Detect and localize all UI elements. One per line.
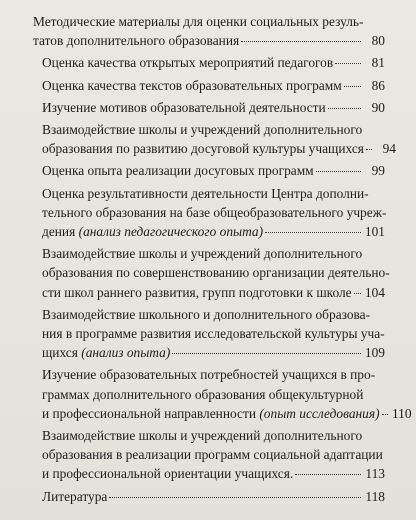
toc-entry-title-text: Оценка опыта реализации досуговых программ [42, 163, 314, 179]
toc-entry-title-text: и профессиональной направленности [42, 405, 260, 421]
toc-entry [33, 161, 385, 180]
toc-entry-title [42, 464, 293, 483]
toc-entry [33, 365, 412, 423]
toc-entry [33, 305, 385, 363]
toc-entry-last-line [42, 76, 385, 95]
toc-entry-note: (анализ педагогического опыта) [78, 224, 264, 240]
toc-page-number: 90 [371, 99, 385, 115]
toc-entry-line: Взаимодействие школы и учреждений дополнительного [42, 428, 363, 444]
toc-entry-line: Взаимодействие школьного и дополнительного образова- [42, 306, 371, 322]
toc-entry-title [42, 76, 342, 95]
toc-entry-line: Методические материалы для оценки социальных резуль- [33, 14, 364, 29]
toc-entry-title [42, 343, 170, 362]
toc-entry-last-line [42, 161, 385, 180]
dot-leader [241, 41, 361, 42]
toc-entry-title [42, 404, 380, 423]
toc-entry [33, 487, 385, 506]
toc-entry [33, 12, 385, 50]
toc-entry [33, 53, 385, 72]
toc-entry-title [42, 53, 333, 72]
dot-leader [382, 414, 388, 415]
toc-entry-title-text: Изучение мотивов образовательной деятельности [42, 99, 326, 115]
dot-leader [354, 293, 361, 294]
toc-entry-line: Взаимодействие школы и учреждений дополнительного [42, 246, 363, 262]
dot-leader [335, 63, 361, 64]
toc-entry-title-text: дения [42, 224, 79, 240]
toc-entry [33, 184, 385, 242]
toc-entry-line: Изучение образовательных потребностей учащихся в про- [42, 367, 376, 383]
dot-leader [328, 108, 361, 109]
toc-entry-last-line [33, 31, 385, 50]
toc-entry-title [42, 222, 263, 241]
dot-leader [265, 232, 361, 233]
toc-entry-last-line [42, 139, 396, 158]
toc-entry-title-text: сти школ раннего развития, групп подготовки к школе [42, 284, 352, 300]
dot-leader [109, 497, 361, 498]
toc-entry-last-line [42, 343, 385, 362]
toc-page-number: 80 [371, 33, 385, 49]
toc-page-number: 110 [391, 405, 412, 421]
toc-entry-title-text: Оценка качества текстов образовательных программ [42, 77, 342, 93]
toc-entry [33, 76, 385, 95]
toc-entry-title [42, 283, 352, 302]
toc-entry-line: образования в реализации программ социальной адаптации [42, 447, 383, 463]
toc-page-number: 81 [371, 55, 385, 71]
toc-entry-line: тельного образования на базе общеобразовательного учреж- [42, 204, 387, 220]
toc-entry-title [42, 139, 364, 158]
toc-entry-last-line [42, 283, 385, 302]
toc-entry-title-text: Литература [42, 488, 108, 504]
toc-page-number: 99 [371, 163, 385, 179]
toc-entry-title [33, 31, 239, 50]
toc-entry-title [42, 98, 326, 117]
toc-entry-last-line [42, 464, 385, 483]
toc-entry-last-line [42, 98, 385, 117]
toc-entry-line: граммах дополнительного образования общекультурной [42, 386, 364, 402]
toc-page-number: 109 [364, 345, 385, 361]
toc-entry-title [42, 161, 314, 180]
toc-page-number: 118 [365, 488, 385, 504]
dot-leader [295, 474, 361, 475]
toc-page-number: 101 [364, 224, 385, 240]
toc-entry-line: ния в программе развития исследовательской культуры уча- [42, 326, 385, 342]
table-of-contents [33, 12, 412, 509]
toc-page-number: 94 [382, 141, 396, 157]
toc-entry-note: (анализ опыта) [81, 345, 171, 361]
toc-entry-line: Оценка результативности деятельности Центра дополни- [42, 185, 369, 201]
toc-entry-title-text: татов дополнительного образования [33, 33, 240, 49]
toc-entry [33, 244, 390, 302]
dot-leader [344, 86, 361, 87]
toc-entry-title-text: Оценка качества открытых мероприятий педагогов [42, 55, 334, 71]
toc-entry-title-text: и профессиональной ориентации учащихся. [42, 466, 294, 482]
toc-entry-last-line [42, 222, 385, 241]
toc-entry-last-line [42, 404, 412, 423]
dot-leader [316, 171, 361, 172]
toc-entry [33, 426, 385, 484]
toc-entry-line: Взаимодействие школы и учреждений дополнительного [42, 122, 363, 138]
toc-entry-title [42, 487, 107, 506]
toc-entry-last-line [42, 53, 385, 72]
toc-entry-line: образования по совершенствованию организации деятельно- [42, 265, 390, 281]
dot-leader [366, 149, 372, 150]
dot-leader [172, 353, 361, 354]
toc-entry-title-text: образования по развитию досуговой культуры учащихся [42, 141, 364, 157]
toc-entry [33, 98, 385, 117]
toc-page-number: 86 [371, 77, 385, 93]
toc-page-number: 104 [364, 284, 385, 300]
toc-page-number: 113 [365, 466, 385, 482]
toc-entry-last-line [42, 487, 385, 506]
toc-entry [33, 120, 396, 158]
toc-entry-title-text: щихся [42, 345, 82, 361]
toc-entry-note: (опыт исследования) [259, 405, 380, 421]
